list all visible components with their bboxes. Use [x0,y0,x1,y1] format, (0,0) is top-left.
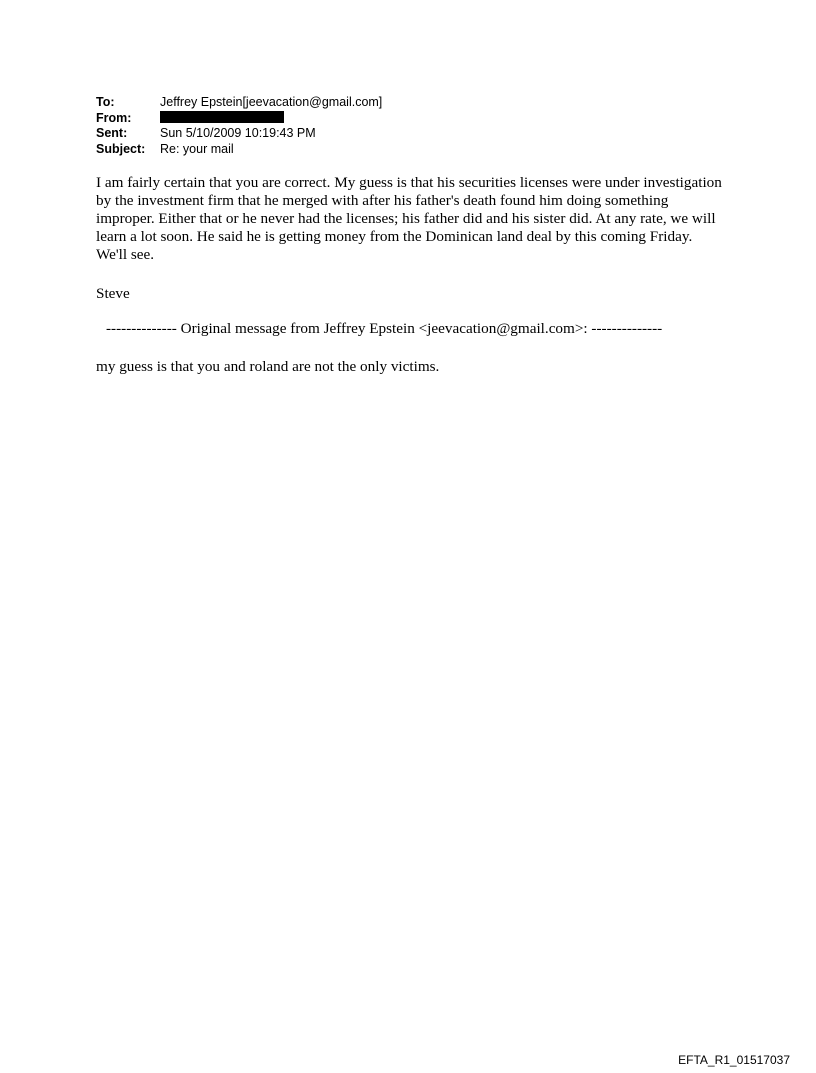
email-header [96,95,382,157]
subject-label: Subject: [96,141,146,156]
to-label: To: [96,95,115,109]
from-label: From: [96,110,132,125]
email-body: I am fairly certain that you are correct. My guess is that his securities licenses were under investigation by the investment firm that he merged with after his father's death found him doing something improper. Either that or he never had the licenses; his father did and his sister did. At any rate, we will learn a lot soon. He said he is getting money from the Dominican land deal by this coming Friday. We'll see. [96,174,722,263]
document-id: EFTA_R1_01517037 [678,1053,790,1067]
sent-row [96,126,382,142]
from-row [96,111,382,127]
original-message-body: my guess is that you and roland are not the only victims. [96,358,440,375]
email-signature: Steve [96,285,130,302]
sent-value: Sun 5/10/2009 10:19:43 PM [160,126,316,140]
subject-row [96,142,382,158]
from-value [160,111,284,127]
subject-value: Re: your mail [160,141,234,156]
original-message-separator: -------------- Original message from Jeffrey Epstein <jeevacation@gmail.com>: -------------- [106,320,663,337]
redaction-bar [160,111,284,123]
to-value: Jeffrey Epstein[jeevacation@gmail.com] [160,95,383,109]
sent-label: Sent: [96,126,128,140]
to-row [96,95,382,111]
